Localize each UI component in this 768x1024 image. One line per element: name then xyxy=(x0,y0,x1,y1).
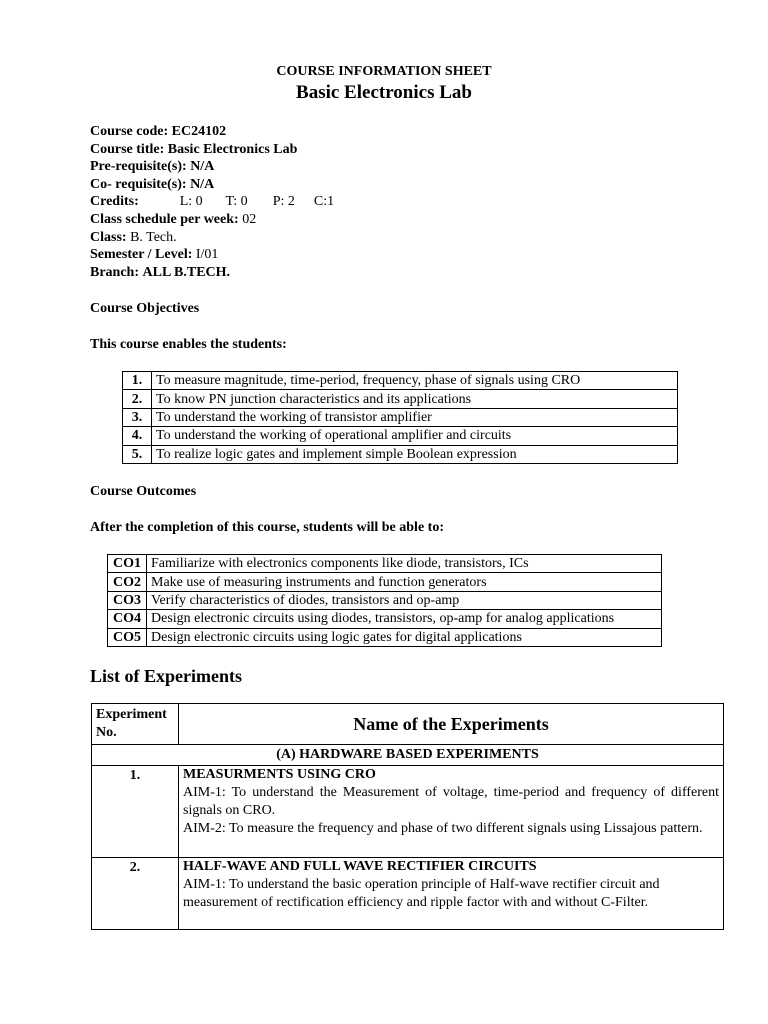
experiment-title: MEASURMENTS USING CRO xyxy=(183,767,376,782)
objective-text: To measure magnitude, time-period, frequency, phase of signals using CRO xyxy=(152,372,678,390)
table-row xyxy=(108,591,662,609)
branch-label: Branch: xyxy=(90,264,139,280)
prereq-label: Pre-requisite(s): xyxy=(90,159,187,175)
table-row xyxy=(108,628,662,646)
outcome-text: Make use of measuring instruments and function generators xyxy=(147,573,662,591)
table-row xyxy=(92,766,724,858)
experiment-aim: AIM-2: To measure the frequency and phase of two different signals using Lissajous pattern. xyxy=(183,821,703,836)
experiments-table xyxy=(91,703,724,930)
prereq-row xyxy=(90,158,334,176)
experiment-number: 2. xyxy=(92,858,179,930)
table-row xyxy=(92,858,724,930)
credits-l: L: 0 xyxy=(179,194,203,210)
table-row xyxy=(123,408,678,426)
table-row xyxy=(108,573,662,591)
section-heading: (A) HARDWARE BASED EXPERIMENTS xyxy=(92,745,724,766)
outcome-text: Familiarize with electronics components like diode, transistors, ICs xyxy=(147,555,662,573)
credits-label: Credits: xyxy=(90,194,139,210)
objective-number: 4. xyxy=(123,427,152,445)
sheet-title: COURSE INFORMATION SHEET xyxy=(276,64,492,79)
branch-row xyxy=(90,264,334,282)
credits-p: P: 2 xyxy=(272,194,295,210)
course-title-value: Basic Electronics Lab xyxy=(167,141,298,157)
outcome-code: CO3 xyxy=(108,591,147,609)
objective-text: To understand the working of operational amplifier and circuits xyxy=(152,427,678,445)
objectives-table xyxy=(122,371,678,464)
coreq-row xyxy=(90,176,334,194)
course-code-row xyxy=(90,123,334,141)
objectives-intro: This course enables the students: xyxy=(90,337,287,352)
semester-row xyxy=(90,246,334,264)
class-row xyxy=(90,229,334,247)
experiment-details xyxy=(179,766,724,858)
table-row xyxy=(123,427,678,445)
schedule-label: Class schedule per week: xyxy=(90,211,239,227)
experiment-title: HALF-WAVE AND FULL WAVE RECTIFIER CIRCUITS xyxy=(183,859,537,874)
objectives-heading: Course Objectives xyxy=(90,301,200,316)
outcomes-table xyxy=(107,554,662,647)
column-header-experiment-no: Experiment No. xyxy=(92,704,179,745)
experiment-aim: AIM-1: To understand the basic operation principle of Half-wave rectifier circuit and measurement of rectification efficiency and ripple factor with and without C-Filter. xyxy=(183,877,660,910)
schedule-value: 02 xyxy=(242,211,257,227)
course-info-block xyxy=(90,123,334,281)
outcome-text: Design electronic circuits using logic gates for digital applications xyxy=(147,628,662,646)
objective-number: 1. xyxy=(123,372,152,390)
table-row xyxy=(123,390,678,408)
experiment-details xyxy=(179,858,724,930)
table-header-row xyxy=(92,704,724,745)
objective-text: To understand the working of transistor amplifier xyxy=(152,408,678,426)
table-row xyxy=(123,445,678,463)
course-code-value: EC24102 xyxy=(171,124,227,139)
credits-row xyxy=(90,193,334,211)
objective-text: To realize logic gates and implement simple Boolean expression xyxy=(152,445,678,463)
experiment-number: 1. xyxy=(92,766,179,858)
experiment-aim: AIM-1: To understand the Measurement of voltage, time-period and frequency of different signals on CRO. xyxy=(183,785,719,818)
outcome-code: CO1 xyxy=(108,555,147,573)
column-header-experiment-name: Name of the Experiments xyxy=(179,704,724,745)
outcome-text: Verify characteristics of diodes, transistors and op-amp xyxy=(147,591,662,609)
table-row xyxy=(108,610,662,628)
coreq-label: Co- requisite(s): xyxy=(90,176,187,192)
outcome-code: CO5 xyxy=(108,628,147,646)
class-value: B. Tech. xyxy=(130,229,177,245)
section-row xyxy=(92,745,724,766)
course-title-label: Course title: xyxy=(90,141,165,157)
table-row xyxy=(108,555,662,573)
table-row xyxy=(123,372,678,390)
experiments-heading: List of Experiments xyxy=(90,666,242,686)
schedule-row xyxy=(90,211,334,229)
course-name-heading: Basic Electronics Lab xyxy=(296,82,472,103)
objective-number: 5. xyxy=(123,445,152,463)
outcome-code: CO2 xyxy=(108,573,147,591)
course-code-label: Course code: xyxy=(90,124,169,139)
outcome-text: Design electronic circuits using diodes, transistors, op-amp for analog applications xyxy=(147,610,662,628)
class-label: Class: xyxy=(90,229,127,245)
credits-c: C:1 xyxy=(313,194,335,210)
outcomes-heading: Course Outcomes xyxy=(90,484,197,499)
semester-value: I/01 xyxy=(195,247,219,263)
branch-value: ALL B.TECH. xyxy=(142,264,231,280)
prereq-value: N/A xyxy=(190,159,215,175)
outcome-code: CO4 xyxy=(108,610,147,628)
objective-text: To know PN junction characteristics and its applications xyxy=(152,390,678,408)
outcomes-intro: After the completion of this course, students will be able to: xyxy=(90,520,444,535)
credits-t: T: 0 xyxy=(225,194,248,210)
course-title-row xyxy=(90,141,334,159)
semester-label: Semester / Level: xyxy=(90,247,193,263)
coreq-value: N/A xyxy=(190,176,215,192)
objective-number: 3. xyxy=(123,408,152,426)
objective-number: 2. xyxy=(123,390,152,408)
